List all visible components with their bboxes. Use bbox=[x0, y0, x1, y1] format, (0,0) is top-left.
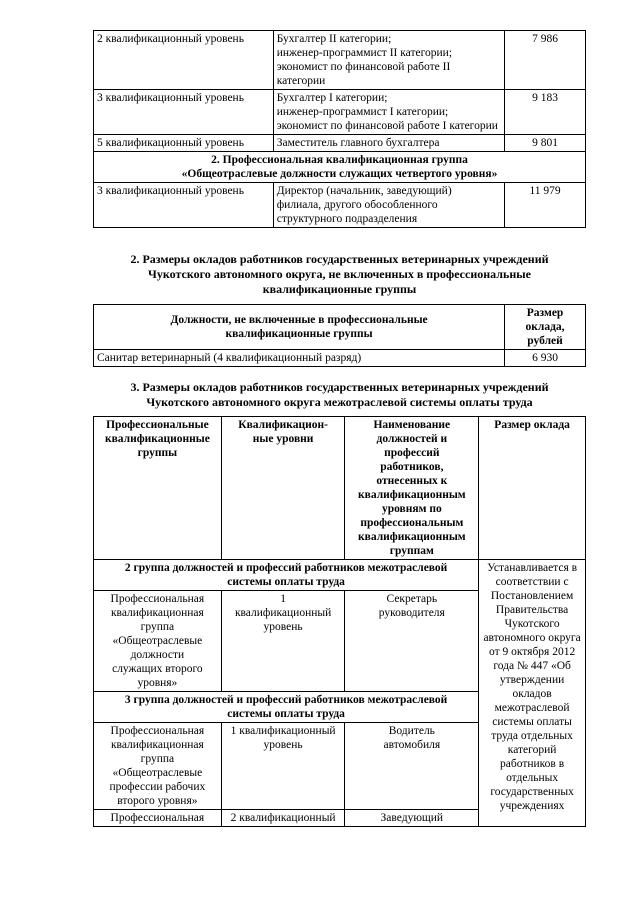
level-cell: 1 квалификационный уровень bbox=[221, 591, 345, 692]
group-header: 2. Профессиональная квалификационная группа «Общеотраслевые должности служащих четвертого уровня» bbox=[94, 152, 586, 183]
position-cell: Секретарь руководителя bbox=[345, 591, 479, 692]
salary-cell: 9 801 bbox=[505, 135, 586, 152]
position-cell: Заведующий bbox=[345, 810, 479, 827]
header-groups: Профессиональные квалификационные группы bbox=[94, 417, 222, 560]
salary-table-1 bbox=[93, 30, 586, 228]
table-header-row bbox=[94, 305, 586, 350]
positions-cell: Заместитель главного бухгалтера bbox=[273, 135, 504, 152]
salary-table-2 bbox=[93, 304, 586, 367]
salary-cell: 9 183 bbox=[505, 90, 586, 135]
positions-header: Должности, не включенные в профессиональные квалификационные группы bbox=[94, 305, 505, 350]
level-cell: 3 квалификационный уровень bbox=[94, 90, 274, 135]
level-cell: 2 квалификационный bbox=[221, 810, 345, 827]
table-header-row bbox=[94, 417, 586, 560]
table-row bbox=[94, 350, 586, 367]
group-cell: Профессиональная bbox=[94, 810, 222, 827]
level-cell: 2 квалификационный уровень bbox=[94, 31, 274, 90]
level-cell: 5 квалификационный уровень bbox=[94, 135, 274, 152]
positions-cell: Директор (начальник, заведующий) филиала, другого обособленного структурного подразделения bbox=[273, 183, 504, 228]
position-cell: Санитар ветеринарный (4 квалификационный разряд) bbox=[94, 350, 505, 367]
header-levels: Квалификацион- ные уровни bbox=[221, 417, 345, 560]
level-cell: 1 квалификационный уровень bbox=[221, 723, 345, 810]
group-header-row bbox=[94, 152, 586, 183]
group-cell: Профессиональная квалификационная группа «Общеотраслевые профессии рабочих второго уровня» bbox=[94, 723, 222, 810]
positions-cell: Бухгалтер I категории; инженер-программист I категории; экономист по финансовой работе I категории bbox=[273, 90, 504, 135]
section-2-title: 2. Размеры окладов работников государственных ветеринарных учреждений Чукотского автономного округа, не включенных в профессиональные квалификационные группы bbox=[130, 252, 549, 296]
table-row bbox=[94, 183, 586, 228]
header-salary: Размер оклада bbox=[479, 417, 586, 560]
level-cell: 3 квалификационный уровень bbox=[94, 183, 274, 228]
group-2-title: 2 группа должностей и профессий работников межотраслевой системы оплаты труда bbox=[94, 560, 479, 591]
header-positions: Наименование должностей и профессий работников, отнесенных к квалификационным уровням по профессиональным квалификационным группам bbox=[345, 417, 479, 560]
table-row bbox=[94, 31, 586, 90]
salary-table-3 bbox=[93, 416, 586, 827]
section-3-title: 3. Размеры окладов работников государственных ветеринарных учреждений Чукотского автономного округа межотраслевой системы оплаты труда bbox=[130, 380, 549, 409]
group-cell: Профессиональная квалификационная группа «Общеотраслевые должности служащих второго уровня» bbox=[94, 591, 222, 692]
positions-cell: Бухгалтер II категории; инженер-программист II категории; экономист по финансовой работе II категории bbox=[273, 31, 504, 90]
salary-note: Устанавливается в соответствии с Постановлением Правительства Чукотского автономного округа от 9 октября 2012 года № 447 «Об утверждении окладов межотраслевой системы оплаты труда отдельных категорий работников в отдельных государственных учреждениях bbox=[479, 560, 586, 827]
salary-cell: 11 979 bbox=[505, 183, 586, 228]
salary-cell: 6 930 bbox=[505, 350, 586, 367]
salary-header: Размер оклада, рублей bbox=[505, 305, 586, 350]
table-row bbox=[94, 90, 586, 135]
group-3-title: 3 группа должностей и профессий работников межотраслевой системы оплаты труда bbox=[94, 692, 479, 723]
table-row bbox=[94, 135, 586, 152]
position-cell: Водитель автомобиля bbox=[345, 723, 479, 810]
salary-cell: 7 986 bbox=[505, 31, 586, 90]
group-header-row bbox=[94, 560, 586, 591]
